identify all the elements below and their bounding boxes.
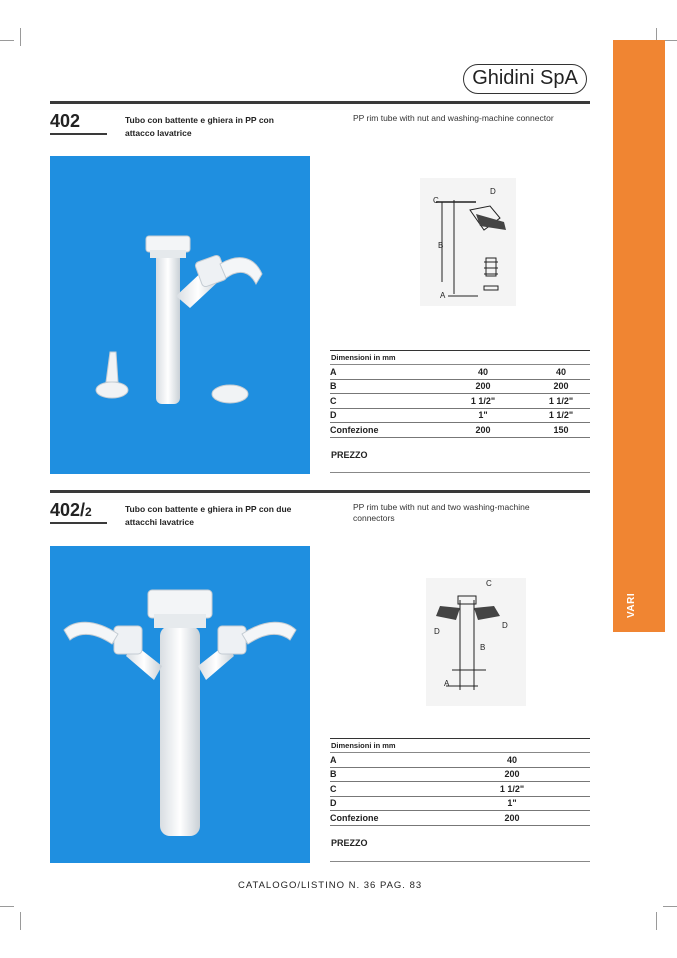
spec-table <box>330 753 590 826</box>
code-underline <box>50 522 107 524</box>
dim-label-b: B <box>480 643 486 652</box>
cell-value: 200 <box>434 767 590 782</box>
spec-table <box>330 365 590 438</box>
tube-image <box>50 546 310 863</box>
product-code <box>50 500 92 521</box>
row-label: C <box>330 782 434 797</box>
dim-label-d: D <box>490 187 496 196</box>
table-header: Dimensioni in mm <box>331 353 396 362</box>
dim-label-d-right: D <box>502 621 508 630</box>
section-tab <box>613 40 665 632</box>
cell-value: 40 <box>434 365 532 379</box>
price-label: PREZZO <box>331 838 368 848</box>
cell-value: 1 1/2" <box>434 782 590 797</box>
section-rule <box>50 101 590 104</box>
cell-value: 1" <box>434 408 532 423</box>
crop-mark <box>663 906 677 907</box>
table-row <box>330 811 590 826</box>
cell-value: 40 <box>532 365 590 379</box>
technical-drawing <box>426 578 526 706</box>
cell-value: 1 1/2" <box>434 394 532 409</box>
row-label: Confezione <box>330 811 434 826</box>
cell-value: 200 <box>434 423 532 438</box>
page-footer: CATALOGO/LISTINO N. 36 PAG. 83 <box>238 880 423 891</box>
product-title-en: PP rim tube with nut and washing-machine connector <box>353 113 554 123</box>
product-title-it: Tubo con battente e ghiera in PP con attacco lavatrice <box>125 115 274 138</box>
crop-mark <box>656 912 657 930</box>
price-rule <box>330 472 590 473</box>
row-label: B <box>330 767 434 782</box>
table-row <box>330 408 590 423</box>
table-row <box>330 782 590 797</box>
product-code: 402 <box>50 111 81 131</box>
technical-drawing <box>420 178 516 306</box>
table-row <box>330 394 590 409</box>
dim-label-c: C <box>433 196 439 205</box>
table-top-rule <box>330 738 590 739</box>
cell-value: 200 <box>434 811 590 826</box>
crop-mark <box>0 906 14 907</box>
dim-label-d-left: D <box>434 627 440 636</box>
table-row <box>330 767 590 782</box>
crop-mark <box>20 28 21 46</box>
cell-value: 1 1/2" <box>532 408 590 423</box>
crop-mark <box>663 40 677 41</box>
table-row <box>330 365 590 379</box>
row-label: D <box>330 796 434 811</box>
row-label: C <box>330 394 434 409</box>
dim-label-c: C <box>486 579 492 588</box>
table-row <box>330 423 590 438</box>
dim-label-a: A <box>440 291 446 300</box>
product-code-main: 402/ <box>50 500 86 520</box>
code-underline <box>50 133 107 135</box>
row-label: B <box>330 379 434 394</box>
tube-image <box>50 156 310 474</box>
product-code-suffix: 2 <box>85 505 92 519</box>
table-row <box>330 796 590 811</box>
crop-mark <box>20 912 21 930</box>
brand-logo: Ghidini SpA <box>463 64 587 94</box>
product-title-it: Tubo con battente e ghiera in PP con due attacchi lavatrice <box>125 504 292 527</box>
row-label: D <box>330 408 434 423</box>
cell-value: 150 <box>532 423 590 438</box>
section-rule <box>50 490 590 493</box>
cell-value: 200 <box>532 379 590 394</box>
table-top-rule <box>330 350 590 351</box>
cell-value: 200 <box>434 379 532 394</box>
table-row <box>330 379 590 394</box>
row-label: A <box>330 365 434 379</box>
price-label: PREZZO <box>331 450 368 460</box>
section-tab-label: VARI <box>626 592 637 618</box>
product-photo <box>50 546 310 863</box>
crop-mark <box>0 40 14 41</box>
dim-label-a: A <box>444 679 450 688</box>
cell-value: 1 1/2" <box>532 394 590 409</box>
cell-value: 40 <box>434 753 590 767</box>
row-label: Confezione <box>330 423 434 438</box>
row-label: A <box>330 753 434 767</box>
table-row <box>330 753 590 767</box>
dim-label-b: B <box>438 241 444 250</box>
cell-value: 1" <box>434 796 590 811</box>
product-title-en: PP rim tube with nut and two washing-machine connectors <box>353 502 530 523</box>
price-rule <box>330 861 590 862</box>
product-photo <box>50 156 310 474</box>
table-header: Dimensioni in mm <box>331 741 396 750</box>
